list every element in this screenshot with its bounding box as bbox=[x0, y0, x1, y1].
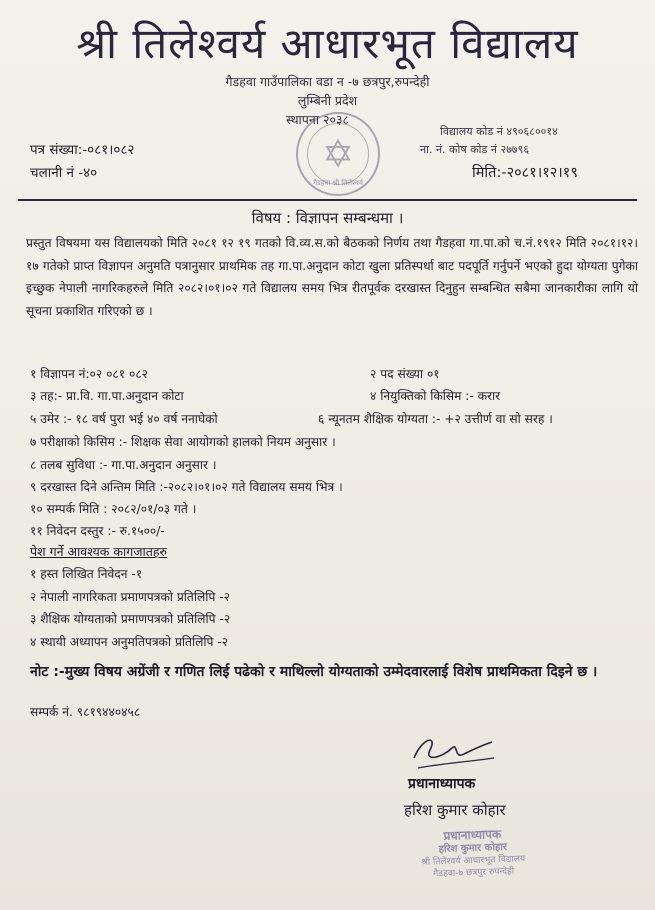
dispatch-number: चलानी नं -४० bbox=[30, 165, 98, 181]
item-deadline: ९ दरखास्त दिने अन्तिम मिति :-२०८२।०१।०२ गते विद्यालय समय भित्र । bbox=[30, 480, 343, 494]
seal-star-icon: ✡ bbox=[322, 132, 354, 176]
notice-subject: विषय : विज्ञापन सम्बन्धमा । bbox=[251, 209, 404, 227]
document-item: २ नेपाली नागरिकता प्रमाणपत्रको प्रतिलिपि -२ bbox=[30, 590, 230, 604]
item-contact-date: १० सम्पर्क मिति : २०८२/०१/०३ गते । bbox=[30, 502, 197, 516]
document-item: ४ स्थायी अध्यापन अनुमतिपत्रको प्रतिलिपि -२ bbox=[30, 635, 229, 649]
seal-text: गैडहवा श्री तिलेश्वर्य bbox=[313, 179, 363, 187]
stamp-title: प्रधानाध्यापक bbox=[443, 827, 502, 844]
item-level: ३ तह:- प्रा.वि. गा.पा.अनुदान कोटा bbox=[30, 389, 184, 403]
documents-heading: पेश गर्ने आवश्यक कागजातहरु bbox=[30, 544, 168, 559]
stamp-address: गैडहवा-७ छत्रपुर रुपन्देही bbox=[433, 866, 515, 880]
school-seal bbox=[296, 112, 380, 196]
header-divider bbox=[18, 199, 637, 201]
stamp-name: हरिश कुमार कोहार bbox=[438, 841, 508, 856]
item-post-count: २ पद संख्या ०१ bbox=[370, 367, 440, 381]
document-item: १ हस्त लिखित निवेदन -१ bbox=[30, 567, 143, 581]
province: लुम्बिनी प्रदेश bbox=[297, 93, 358, 108]
signature-title: प्रधानाध्यापक bbox=[408, 776, 476, 792]
letter-date: मिति:-२०८१।१२।१९ bbox=[472, 165, 578, 181]
principal-stamp bbox=[387, 825, 559, 882]
established: स्थापना २०३८ bbox=[285, 112, 350, 127]
school-name: श्री तिलेश्वर्य आधारभूत विद्यालय bbox=[76, 19, 579, 68]
school-address: गैडहवा गाउँपालिका वडा न -७ छत्रपुर,रुपन्देही bbox=[225, 74, 430, 89]
document-item: ३ शैक्षिक योग्यताको प्रमाणपत्रको प्रतिलिपि -२ bbox=[30, 612, 231, 626]
item-fee: ११ निवेदन दस्तुर :- रु.१५००/- bbox=[30, 524, 165, 538]
signature-scribble bbox=[408, 728, 498, 774]
pan-code: ना. नं. कोष कोड नं २७७९६ bbox=[420, 143, 530, 156]
notice-note: नोट :-मुख्य विषय अग्रेंजी र गणित लिई पढेको र माथिल्लो योग्यताको उम्मेदवारलाई विशेष प्राथमिकता दिइने छ । bbox=[30, 664, 598, 680]
notice-body: प्रस्तुत विषयमा यस विद्यालयको मिति २०८१ १२ १९ गतको वि.व्य.स.को बैठकको निर्णय तथा गैडहवा गा.पा.को च.नं.१९१२ मिति २०८१।१२।१७ गतेको प्राप्त विज्ञापन अनुमति पत्रानुसार प्राथमिक तह गा.पा.अनुदान कोटा खुला प्रतिस्पर्धा बाट पदपूर्ति गर्नुपर्ने भएको हुदा योग्यता पुगेका इच्छुक नेपाली नागरिकहरुले मिति २०८२।०१।०२ गते विद्यालय समय भित्र रीतपूर्वक दरखास्त दिनुहुन सम्बन्धित सबैमा जानकारीका लागि यो सूचना प्रकाशित गरिएको छ । bbox=[26, 236, 638, 318]
stamp-school: श्री तिलेश्वर्य आधारभूत विद्यालय bbox=[421, 854, 526, 868]
item-exam-type: ७ परीक्षाको किसिम :- शिक्षक सेवा आयोगको हालको नियम अनुसार । bbox=[30, 435, 336, 449]
item-advertisement-no: १ विज्ञापन नं:०२ ०८१ ०८२ bbox=[30, 367, 148, 381]
signature-name: हरिश कुमार कोहार bbox=[404, 801, 506, 819]
letter-number: पत्र संख्या:-०८१।०८२ bbox=[30, 142, 135, 158]
item-age: ५ उमेर :- १८ वर्ष पुरा भई ४० वर्ष ननाघेको bbox=[30, 412, 218, 426]
item-appointment-type: ४ नियुक्तिको किसिम :- करार bbox=[370, 389, 501, 403]
item-salary: ८ तलब सुविधा :- गा.पा.अनुदान अनुसार । bbox=[30, 458, 217, 472]
contact-number: सम्पर्क नं. ९८१९४४०४५८ bbox=[30, 705, 141, 719]
school-code: विद्यालय कोड नं ४९०६८००१४ bbox=[440, 125, 558, 138]
item-qualification: ६ न्यूनतम शैक्षिक योग्यता :- +२ उत्तीर्ण वा सो सरह । bbox=[318, 412, 553, 426]
